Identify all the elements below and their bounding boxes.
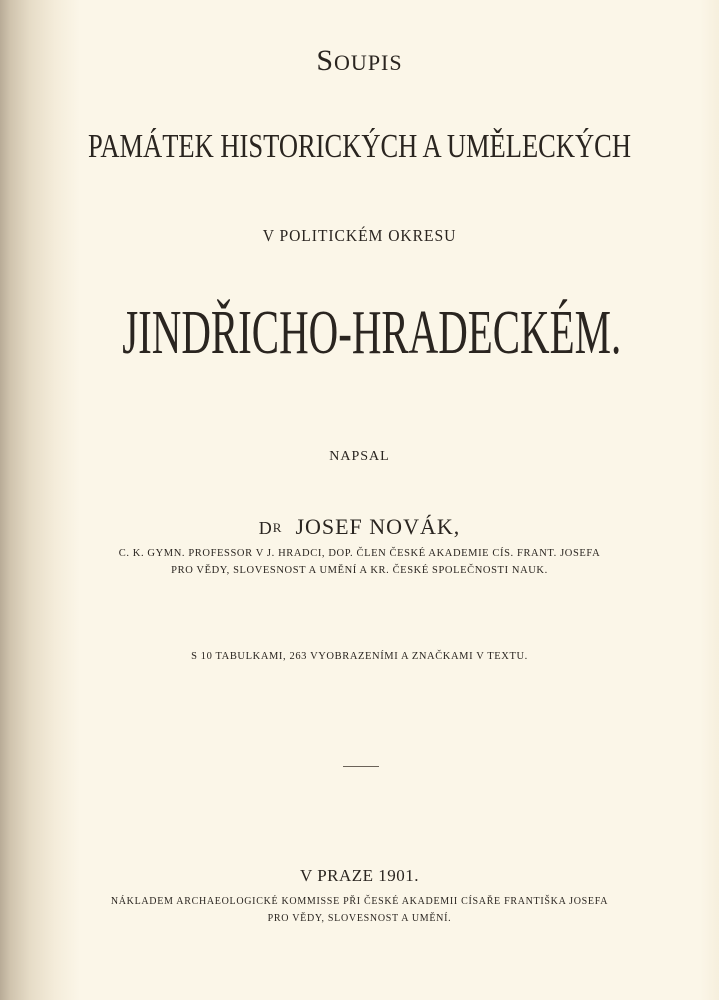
- author-name: [0, 514, 719, 540]
- district-title: JINDŘICHO-HRADECKÉM.: [122, 299, 622, 367]
- main-title-line2: V POLITICKÉM OKRESU: [262, 226, 457, 245]
- author-title-r: R: [272, 520, 283, 535]
- place-and-year: V PRAZE 1901.: [299, 866, 420, 885]
- series-title-initial: S: [316, 44, 335, 77]
- main-title-line1: PAMÁTEK HISTORICKÝCH A UMĚLECKÝCH: [87, 128, 631, 165]
- publisher-line2: PRO VĚDY, SLOVESNOST A UMĚNÍ.: [267, 913, 452, 924]
- publisher-line1: NÁKLADEM ARCHAEOLOGICKÉ KOMMISSE PŘI ČESKÉ AKADEMII CÍSAŘE FRANTIŠKA JOSEFA: [110, 896, 609, 907]
- illustrations-note: S 10 TABULKAMI, 263 VYOBRAZENÍMI A ZNAČKAMI V TEXTU.: [191, 651, 528, 662]
- series-title: [0, 44, 719, 78]
- divider-rule: [343, 766, 379, 767]
- author-title-d: D: [258, 518, 273, 538]
- author-affiliation-line1: C. K. GYMN. PROFESSOR V J. HRADCI, DOP. ČLEN ČESKÉ AKADEMIE CÍS. FRANT. JOSEFA: [118, 548, 601, 559]
- written-by-label: NAPSAL: [329, 449, 390, 464]
- author-title: [259, 518, 283, 538]
- series-title-rest: OUPIS: [334, 50, 403, 75]
- author-affiliation-line2: PRO VĚDY, SLOVESNOST A UMĚNÍ A KR. ČESKÉ SPOLEČNOSTI NAUK.: [171, 565, 548, 576]
- author-name-text: JOSEF NOVÁK,: [295, 514, 461, 539]
